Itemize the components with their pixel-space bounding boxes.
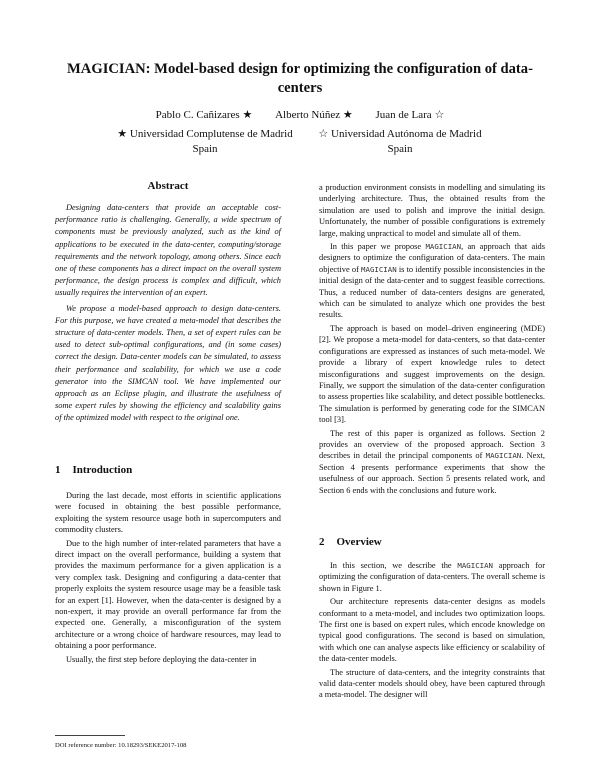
doi-footnote: DOI reference number: 10.18293/SEKE2017-108: [55, 742, 187, 749]
author: Juan de Lara ☆: [375, 109, 445, 121]
author-list: [60, 108, 540, 122]
tool-name: MAGICIAN: [485, 451, 522, 461]
abstract-paragraph: Designing data-centers that provide an acceptable cost-performance ratio is challenging. Generally, a wide spectrum of components must be previously analyzed, such as the kind of applications to be executed in the data-center, computing/storage requirements and the network topology, among others. Since each one of these components has a direct impact on the overall system performance, the design process is complex and difficult, which usually requires the intervention of an expert.: [55, 203, 281, 298]
abstract-heading: Abstract: [147, 180, 189, 192]
author: Pablo C. Cañizares ★: [155, 109, 253, 121]
body-paragraph: Our architecture represents data-center designs as models conformant to a meta-model, and includes two optimization loops. The first one is based on expert rules, which encode knowledge on typical good configurations. The second is based on simulation, with which one can analyse aspects like efficiency or scalability of the data-center models.: [319, 597, 545, 664]
tool-name: MAGICIAN: [361, 264, 397, 274]
introduction-left-column: [55, 490, 281, 667]
body-paragraph: In this section, we describe the MAGICIAN approach for optimizing the configuration of data-centers. The overall scheme is shown in Figure 1.: [319, 561, 545, 593]
body-paragraph: a production environment consists in modelling and simulating its underlying architecture. Thus, the obtained results from the simulation are used to polish and improve the initial design. Unfortunately, the number of possible configurations is extremely large, making unpractical to model and simulate all of them.: [319, 183, 545, 238]
footnote-rule: [55, 735, 125, 736]
section-heading-overview: 2 Overview: [319, 536, 382, 548]
introduction-right-column: [319, 182, 545, 498]
author: Alberto Núñez ★: [275, 109, 353, 121]
tool-name: MAGICIAN: [457, 561, 493, 570]
paper-title: MAGICIAN: Model-based design for optimizing the configuration of data-centers: [67, 61, 533, 96]
tool-name: MAGICIAN: [425, 242, 462, 252]
affiliation-ucm: ★ Universidad Complutense de Madrid Spain: [117, 128, 293, 155]
body-paragraph: The structure of data-centers, and the integrity constraints that valid data-center models should obey, have been captured through a meta-model. The designer will: [319, 667, 545, 700]
abstract-body: [55, 202, 281, 428]
body-paragraph: The rest of this paper is organized as follows. Section 2 provides an overview of the proposed approach. Section 3 describes in detail the principal components of MAGICIAN. Next, Section 4 presents performance experiments that show the usefulness of our approach. Section 5 presents related work, and Section 6 ends with the conclusions and future work.: [319, 428, 545, 495]
affiliation-uam: ☆ Universidad Autónoma de Madrid Spain: [318, 128, 482, 155]
body-paragraph: Usually, the first step before deploying the data-center in: [66, 654, 257, 664]
body-paragraph: Due to the high number of inter-related parameters that have a direct impact on the overall performance, building a system that provides the maximum performance for a given application is a very complex task. Designing and configuring a data-center that properly exploits the system resource usage may be a feasible task for an expert [1]. However, when the data-center is designed by a non-expert, it may provide an overall performance far from the expected one. Generally, a misconfiguration of the system architecture or a wrong choice of hardware resources, may lead to obtaining a poor performance.: [55, 538, 281, 651]
overview-column: [319, 560, 545, 703]
body-paragraph: In this paper we propose MAGICIAN, an approach that aids designers to optimize the configuration of data-centers. The main objective of MAGICIAN is to identify possible inconsistencies in the initial design of the data-center and to suggest feasible corrections. Thus, a reduced number of data-centers designs are generated, which can be simulated to analyze which one provides the best results.: [319, 242, 545, 320]
body-paragraph: The approach is based on model–driven engineering (MDE) [2]. We propose a meta-model for data-centers, so that data-center configurations are expressed as instances of such meta-model. We provide a library of expert knowledge rules to detect misconfigurations and suggest improvements on the design. Finally, we support the simulation of the data-center configuration to assess properties like scalability, and detect possible bottlenecks. The simulation is performed by generating code for the SIMCAN tool [3].: [319, 323, 545, 425]
section-heading-introduction: 1 Introduction: [55, 464, 133, 476]
abstract-paragraph: We propose a model-based approach to design data-centers. For this purpose, we have created a meta-model that describes the structure of data-center models. Then, a set of expert rules can be used to detect sub-optimal configurations, and (in some cases) correct the design. Data-center models can be simulated, to assess their performance and scalability, for which we use a code generator into the SIMCAN tool. We have implemented our approach as an Eclipse plugin, and illustrate the usefulness of some expert rules by showing the efficiency and scalability gains of the optimized model with respect to the original one.: [55, 303, 281, 423]
body-paragraph: During the last decade, most efforts in scientific applications were focused in obtaining the best possible performance, exploiting the system resource usage both in supercomputers and commodity clusters.: [55, 491, 281, 535]
